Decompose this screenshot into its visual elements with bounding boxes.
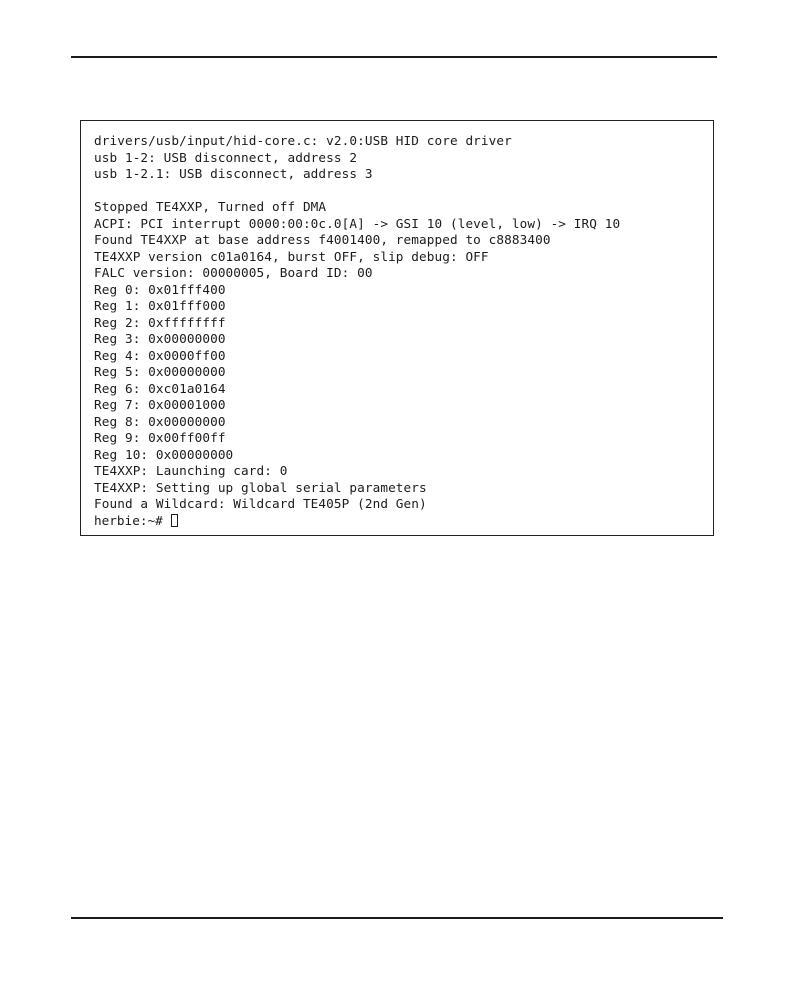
terminal-line: TE4XXP version c01a0164, burst OFF, slip debug: OFF [94, 248, 489, 264]
terminal-line: Reg 7: 0x00001000 [94, 397, 226, 412]
terminal-line: Reg 0: 0x01fff400 [94, 281, 226, 297]
terminal-line: usb 1-2.1: USB disconnect, address 3 [94, 166, 373, 181]
terminal-line: Reg 2: 0xffffffff [94, 314, 226, 330]
terminal-window[interactable] [80, 120, 714, 536]
terminal-line: drivers/usb/input/hid-core.c: v2.0:USB HID core driver [94, 133, 512, 148]
terminal-line: FALC version: 00000005, Board ID: 00 [94, 265, 373, 280]
terminal-line: TE4XXP: Launching card: 0 [94, 463, 288, 478]
terminal-line: Stopped TE4XXP, Turned off DMA [94, 199, 327, 214]
terminal-line: Reg 4: 0x0000ff00 [94, 347, 226, 363]
terminal-line: Reg 1: 0x01fff000 [94, 298, 226, 313]
text-cursor [171, 514, 178, 527]
terminal-line: Reg 9: 0x00ff00ff [94, 430, 226, 445]
terminal-line: Found a Wildcard: Wildcard TE405P (2nd Gen) [94, 496, 427, 511]
terminal-line [94, 183, 620, 200]
footer-rule [71, 917, 723, 919]
terminal-line: TE4XXP: Setting up global serial parameters [94, 479, 427, 495]
terminal-line: Reg 5: 0x00000000 [94, 364, 226, 379]
terminal-output [94, 133, 620, 529]
terminal-line: ACPI: PCI interrupt 0000:00:0c.0[A] -> GSI 10 (level, low) -> IRQ 10 [94, 215, 621, 231]
terminal-line: Reg 10: 0x00000000 [94, 446, 234, 462]
terminal-line: Reg 6: 0xc01a0164 [94, 380, 226, 396]
shell-prompt-line[interactable] [94, 513, 620, 530]
terminal-line: Reg 3: 0x00000000 [94, 331, 226, 346]
header-rule [71, 56, 717, 58]
shell-prompt: herbie:~# [94, 512, 171, 528]
terminal-line: Reg 8: 0x00000000 [94, 413, 226, 429]
terminal-line: Found TE4XXP at base address f4001400, remapped to c8883400 [94, 232, 551, 247]
terminal-line: usb 1-2: USB disconnect, address 2 [94, 149, 358, 165]
